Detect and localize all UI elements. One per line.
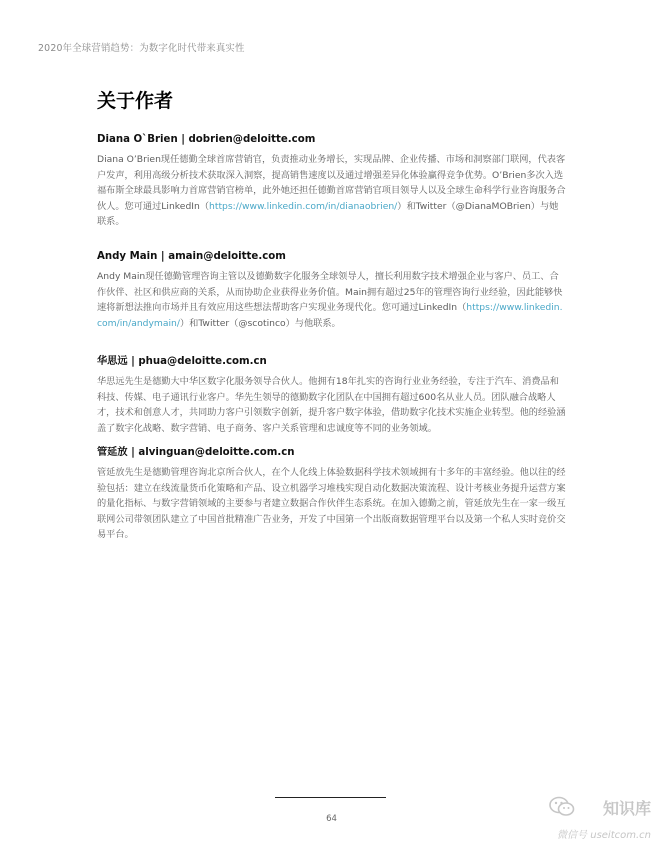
bio-tail: ）和Twitter（@scotinco）与他联系。 xyxy=(179,317,341,329)
linkedin-link[interactable]: https://www.linkedin.com/in/andymain/ xyxy=(97,302,563,329)
wechat-icon xyxy=(549,796,575,822)
author-bio xyxy=(97,152,567,230)
watermark-id: 微信号 useitcom.cn xyxy=(557,830,651,841)
author-bio: 管延放先生是德勤管理咨询北京所合伙人，在个人化线上体验数据科学技术领域拥有十多年的丰富经验。他以往的经验包括：建立在线流量货币化策略和产品、设立机器学习堆栈实现自动化数据决策流程、设计考核业务提升运营方案的量化指标、与数字营销领域的主要参与者建立数据合作伙伴生态系统。在加入德勤之前，管延放先生在一家一级互联网公司带领团队建立了中国首批精准广告业务，开发了中国第一个出版商数据管理平台以及第一个私人实时竞价交易平台。 xyxy=(97,467,566,541)
author-section xyxy=(97,352,567,436)
author-section xyxy=(97,443,567,543)
author-bio xyxy=(97,269,567,331)
bio-text: Diana O’Brien现任德勤全球首席营销官，负责推动业务增长，实现品牌、企业传播、市场和洞察部门联网，代表客户发声，利用高级分析技术获取深入洞察，提高销售速度以及通过增强差异化体验赢得竞争优势。O’Brien多次入选福布斯全球最具影响力首席营销官榜单，此外她还担任德勤首席营销官项目领导人以及全球生命科学行业咨询服务合伙人。您可通过LinkedIn（ xyxy=(97,154,566,212)
author-name: 管延放 | alvinguan@deloitte.com.cn xyxy=(97,447,295,458)
watermark-brand: 知识库 xyxy=(602,799,651,818)
footer-divider xyxy=(275,797,386,798)
page-title: 关于作者 xyxy=(97,90,174,112)
author-name: Diana O`Brien | dobrien@deloitte.com xyxy=(97,134,316,145)
author-section xyxy=(97,134,567,230)
watermark xyxy=(543,792,653,852)
bio-text: Andy Main现任德勤管理咨询主管以及德勤数字化服务全球领导人，擅长利用数字技术增强企业与客户、员工、合作伙伴、社区和供应商的关系，从而协助企业获得业务价值。Main拥有超过25年的管理咨询行业经验，因此能够快速将新想法推向市场并且有效应用这些想法帮助客户实现业务现代化。您可通过LinkedIn（ xyxy=(97,271,563,314)
page-number: 64 xyxy=(326,814,337,824)
author-name: Andy Main | amain@deloitte.com xyxy=(97,251,286,262)
author-bio: 华思远先生是德勤大中华区数字化服务领导合伙人。他拥有18年扎实的咨询行业业务经验，专注于汽车、消费品和科技、传媒、电子通讯行业客户。华先生领导的德勤数字化团队在中国拥有超过600名从业人员。团队融合战略人才，技术和创意人才，共同助力客户引领数字创新，提升客户数字体验，借助数字化技术实施企业转型。他的经验涵盖了数字化战略、数字营销、电子商务、客户关系管理和忠诚度等不同的业务领域。 xyxy=(97,376,566,434)
running-header: 2020年全球营销趋势：为数字化时代带来真实性 xyxy=(38,43,245,54)
linkedin-link[interactable]: https://www.linkedin.com/in/dianaobrien/ xyxy=(209,200,398,212)
bio-tail: ）和Twitter（@DianaMOBrien）与她联系。 xyxy=(97,200,559,228)
author-name: 华思远 | phua@deloitte.com.cn xyxy=(97,356,267,367)
author-section xyxy=(97,251,567,331)
